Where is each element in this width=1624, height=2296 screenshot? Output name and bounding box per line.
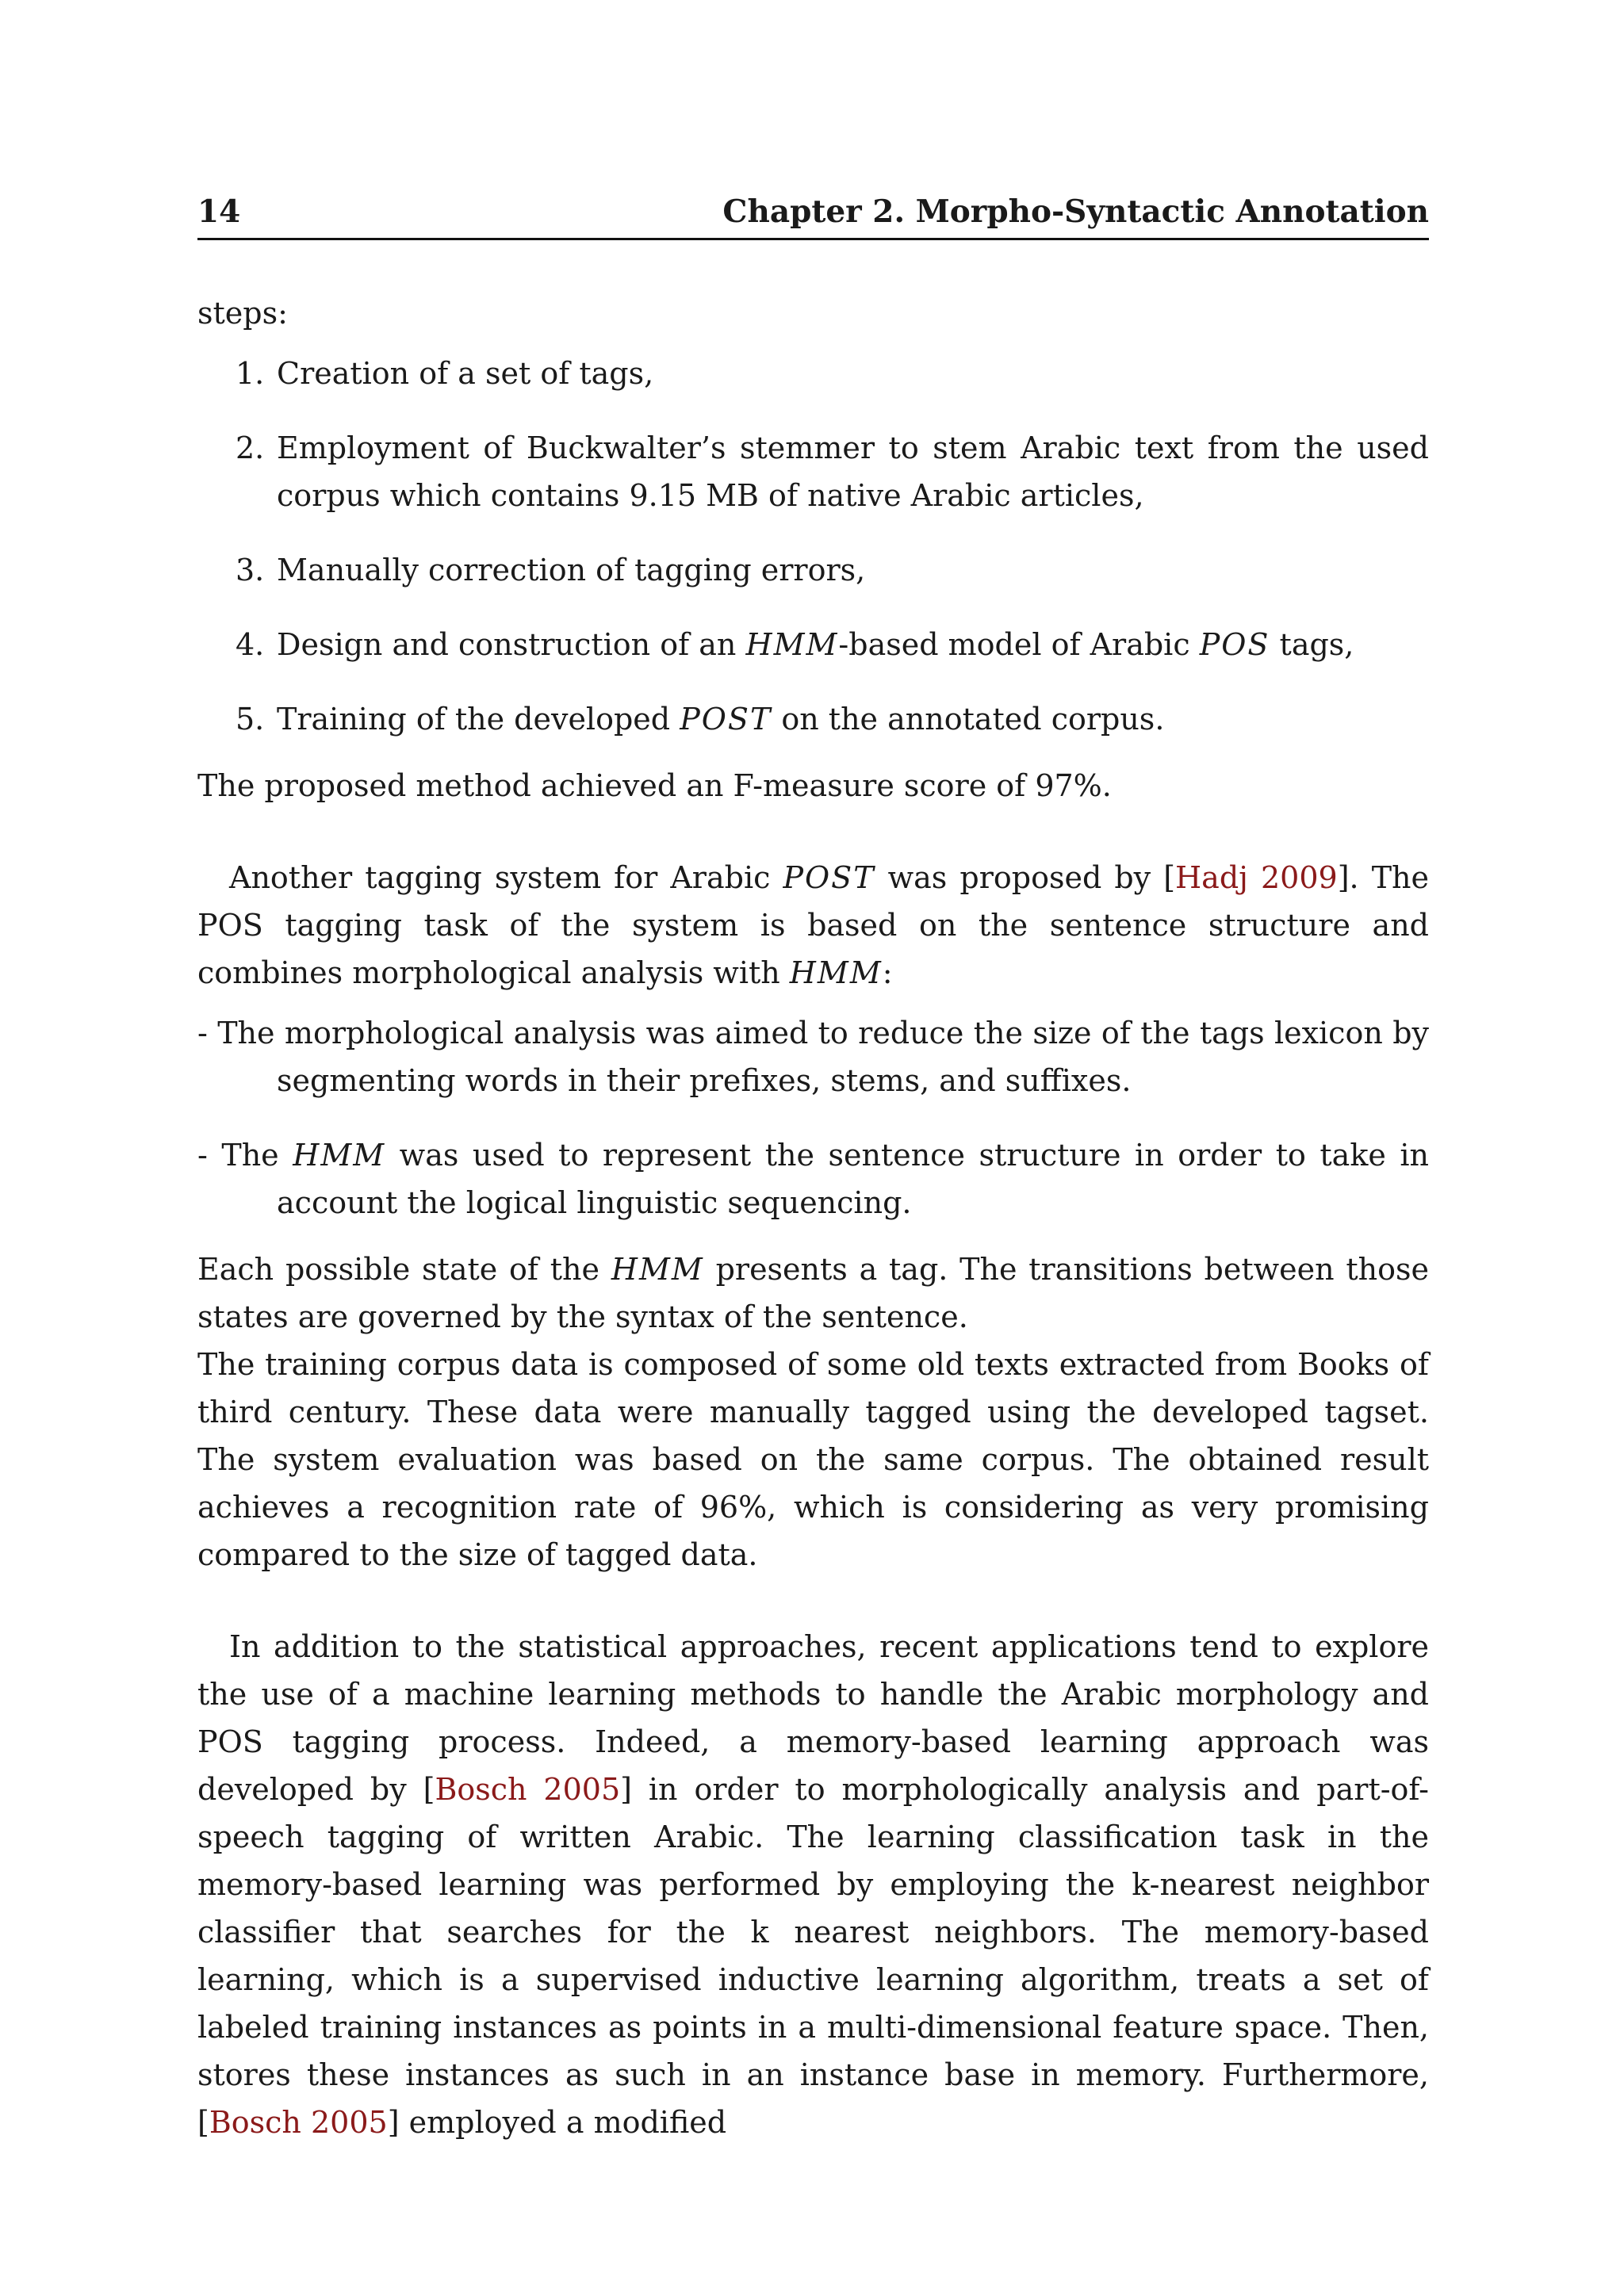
math-term: HMM	[789, 955, 883, 990]
paragraph-hadj	[197, 854, 1429, 997]
list-number: 1.	[236, 356, 265, 391]
page-body	[197, 289, 1429, 2146]
list-text: tags,	[1270, 627, 1354, 662]
text-run: ] in order to morphologically analysis and part-of-speech tagging of written Arabic. The learning classification task in the memory-based learning was performed by employing the k-nearest neighbor classifier that searches for the k nearest neighbors. The memory-based learning, which is a supervised inductive learning algorithm, treats a set of labeled training instances as points in a multi-dimensional feature space. Then, stores these instances as such in an instance base in memory. Furthermore, [	[197, 1772, 1429, 2140]
list-text: Manually correction of tagging errors,	[277, 553, 866, 587]
paragraph-training: The training corpus data is composed of some old texts extracted from Books of third century. These data were manually tagged using the developed tagset. The system evaluation was based on the same corpus. The obtained result achieves a recognition rate of 96%, which is considering as very promising compared to the size of tagged data.	[197, 1347, 1429, 1572]
list-item	[197, 1009, 1429, 1104]
list-text: -based model of Arabic	[838, 627, 1200, 662]
bullet-lead: - The	[197, 1016, 275, 1050]
bullet-list	[197, 1009, 1429, 1226]
running-header	[197, 190, 1429, 240]
intro-text: steps:	[197, 296, 288, 331]
chapter-title: Chapter 2. Morpho-Syntactic Annotation	[722, 193, 1429, 230]
list-number: 5.	[236, 702, 265, 737]
list-number: 3.	[236, 553, 265, 587]
text-run: presents a tag. The transitions between those states are governed by the syntax of the sentence.	[197, 1252, 1430, 1334]
math-term: HMM	[293, 1138, 386, 1173]
text-run: ] employed a modified	[387, 2105, 727, 2140]
math-term: HMM	[611, 1252, 704, 1287]
list-item	[197, 350, 1429, 397]
list-text: was used to represent the sentence structure in order to take in account the logical linguistic sequencing.	[277, 1138, 1429, 1220]
list-text: Design and construction of an	[277, 627, 746, 662]
list-text: Employment of Buckwalter’s stemmer to stem Arabic text from the used corpus which contains 9.15 MB of native Arabic articles,	[277, 430, 1429, 513]
list-item	[197, 1131, 1429, 1226]
paragraph-states	[197, 1246, 1429, 1341]
text-run: Each possible state of the	[197, 1252, 611, 1287]
bullet-lead: - The	[197, 1138, 279, 1173]
text-run: was proposed by [	[875, 860, 1176, 895]
steps-list	[197, 350, 1429, 743]
text-run: Another tagging system for Arabic	[229, 860, 783, 895]
list-text: Training of the developed	[277, 702, 680, 737]
list-number: 2.	[236, 430, 265, 465]
page-number: 14	[197, 193, 241, 230]
list-text: Creation of a set of tags,	[277, 356, 654, 391]
paragraph-result: The proposed method achieved an F-measure score of 97%.	[197, 768, 1112, 803]
list-text: morphological analysis was aimed to reduce the size of the tags lexicon by segmenting words in their prefixes, stems, and suffixes.	[274, 1016, 1429, 1098]
math-term: POS	[1199, 627, 1270, 662]
list-item	[197, 621, 1429, 668]
list-item	[197, 424, 1429, 519]
paragraph-bosch	[197, 1623, 1429, 2146]
math-term: POST	[680, 702, 772, 737]
list-item	[197, 695, 1429, 743]
math-term: HMM	[745, 627, 839, 662]
citation-link[interactable]: Bosch 2005	[209, 2105, 388, 2140]
text-run: In addition to the statistical approaches, recent applications tend to explore the use of a machine learning methods to handle the Arabic morphology and POS tagging process. Indeed, a memory-based learning approach was developed by [	[197, 1629, 1429, 1807]
citation-link[interactable]: Bosch 2005	[435, 1772, 621, 1807]
text-run: ]. The POS tagging task of the system is based on the sentence structure and combines morphological analysis with	[197, 860, 1429, 990]
list-text: on the annotated corpus.	[772, 702, 1165, 737]
list-number: 4.	[236, 627, 265, 662]
math-term: POST	[783, 860, 875, 895]
text-run: :	[882, 955, 893, 990]
list-item	[197, 546, 1429, 594]
citation-link[interactable]: Hadj 2009	[1175, 860, 1338, 895]
